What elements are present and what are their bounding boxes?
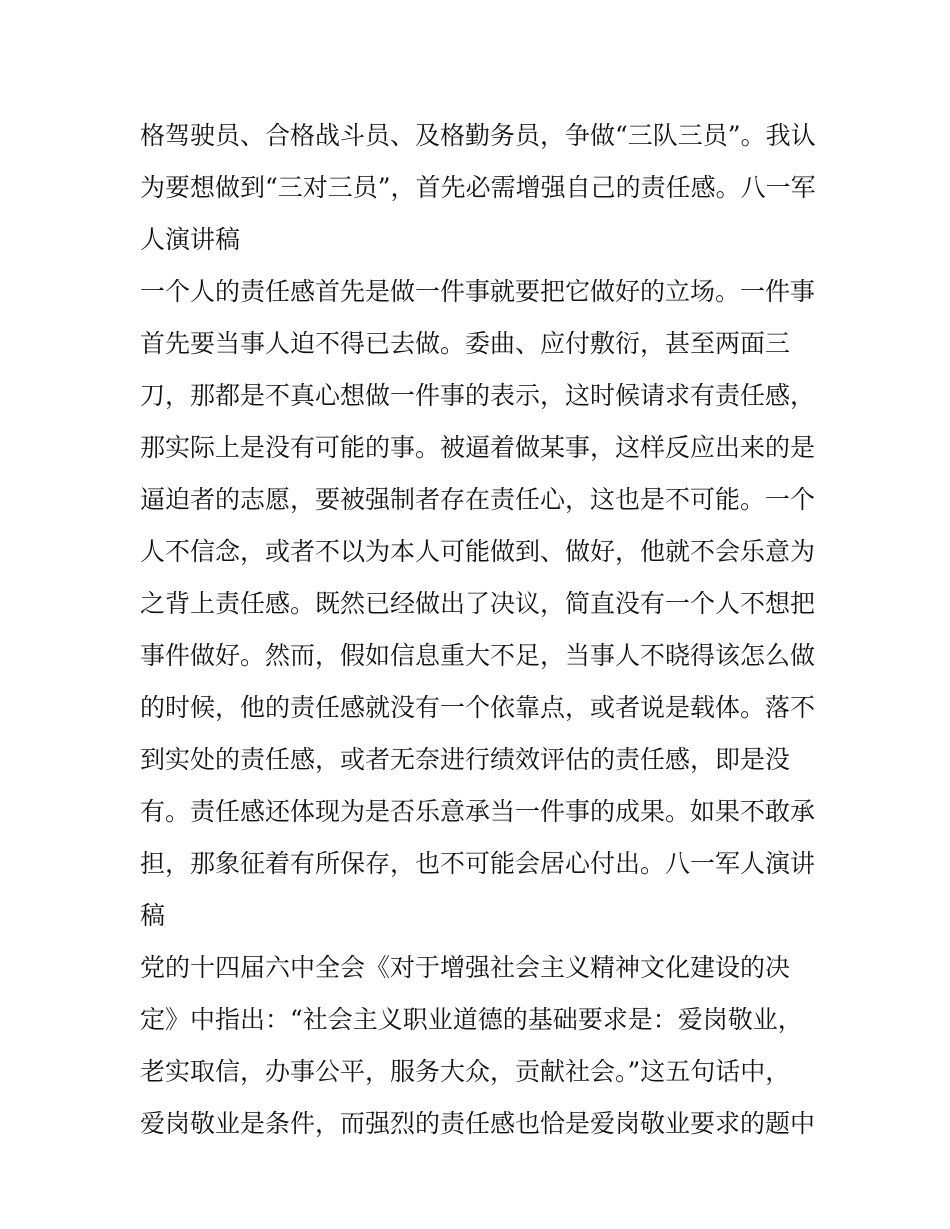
text-line: 一个人的责任感首先是做一件事就要把它做好的立场。一件事 xyxy=(140,277,816,306)
text-line: 有。责任感还体现为是否乐意承当一件事的成果。如果不敢承 xyxy=(140,797,816,826)
text-line: 人演讲稿 xyxy=(140,225,241,254)
text-line: 的时候，他的责任感就没有一个依靠点，或者说是载体。落不 xyxy=(140,693,816,722)
text-line: 那实际上是没有可能的事。被逼着做某事，这样反应出来的是 xyxy=(140,433,816,462)
body-text xyxy=(140,110,830,1150)
text-line: 刀，那都是不真心想做一件事的表示，这时候请求有责任感， xyxy=(140,381,816,410)
text-line: 格驾驶员、合格战斗员、及格勤务员，争做“三队三员”。我认 xyxy=(140,121,816,150)
text-line: 稿 xyxy=(140,901,166,930)
text-line: 爱岗敬业是条件，而强烈的责任感也恰是爱岗敬业要求的题中 xyxy=(140,1109,816,1138)
text-line: 定》中指出：“社会主义职业道德的基础要求是：爱岗敬业， xyxy=(140,1005,803,1034)
text-line: 之背上责任感。既然已经做出了决议，简直没有一个人不想把 xyxy=(140,589,816,618)
text-line: 逼迫者的志愿，要被强制者存在责任心，这也是不可能。一个 xyxy=(140,485,816,514)
text-line: 首先要当事人迫不得已去做。委曲、应付敷衍，甚至两面三 xyxy=(140,329,791,358)
text-line: 到实处的责任感，或者无奈进行绩效评估的责任感，即是没 xyxy=(140,745,791,774)
text-line: 为要想做到“三对三员”，首先必需增强自己的责任感。八一军 xyxy=(140,173,816,202)
text-line: 事件做好。然而，假如信息重大不足，当事人不晓得该怎么做 xyxy=(140,641,816,670)
text-line: 老实取信，办事公平，服务大众，贡献社会。”这五句话中， xyxy=(140,1057,791,1086)
text-line: 党的十四届六中全会《对于增强社会主义精神文化建设的决 xyxy=(140,953,791,982)
text-line: 担，那象征着有所保存，也不可能会居心付出。八一军人演讲 xyxy=(140,849,816,878)
text-line: 人不信念，或者不以为本人可能做到、做好，他就不会乐意为 xyxy=(140,537,816,566)
